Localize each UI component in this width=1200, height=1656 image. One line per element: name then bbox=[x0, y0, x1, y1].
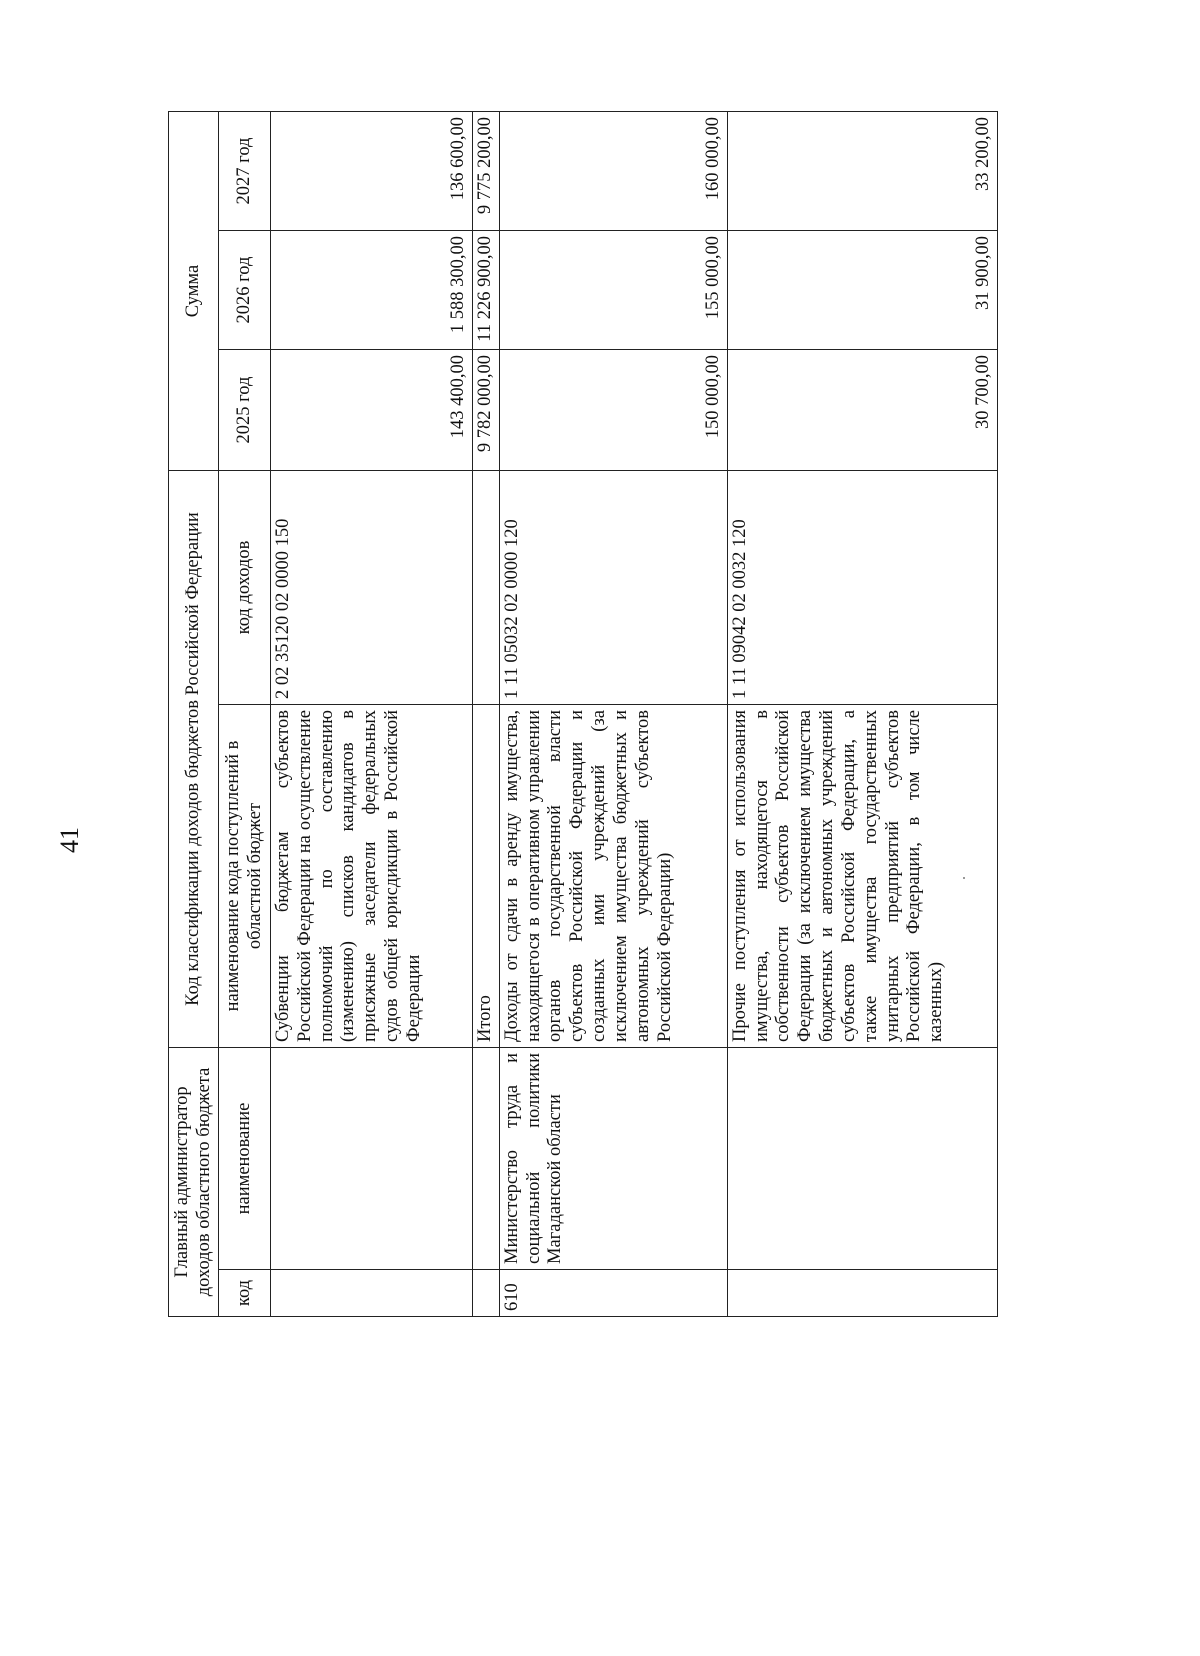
table-row bbox=[727, 111, 997, 1316]
income-name-cell: Доходы от сдачи в аренду имущества, находящегося в оперативном управлении органов государственной власти субъектов Российской Федерации и созданных ими учреждений (за исключением имущества бюджетных и автономных учреждений субъектов Российской Федерации) bbox=[499, 705, 727, 1048]
admin-code-cell bbox=[271, 1270, 473, 1317]
sum-2025-cell: 150 000,00 bbox=[499, 350, 727, 471]
sum-2026-cell: 31 900,00 bbox=[727, 231, 997, 350]
admin-code-cell bbox=[727, 1270, 997, 1317]
table-row bbox=[271, 111, 473, 1316]
admin-code-cell bbox=[473, 1270, 500, 1317]
total-2025: 9 782 000,00 bbox=[473, 350, 500, 471]
header-code: код bbox=[219, 1270, 271, 1317]
table-row-total bbox=[473, 111, 500, 1316]
rotated-table-container bbox=[168, 112, 1077, 1317]
income-code-cell: 1 11 05032 02 0000 120 bbox=[499, 471, 727, 705]
admin-code-cell: 610 bbox=[499, 1270, 727, 1317]
income-code-cell: 1 11 09042 02 0032 120 bbox=[727, 471, 997, 705]
income-name-cell: Субвенции бюджетам субъектов Российской Федерации на осуществление полномочий по составлению (изменению) списков кандидатов в присяжные заседатели федеральных судов общей юрисдикции в Российской Федерации bbox=[271, 705, 473, 1048]
sum-2026-cell: 1 588 300,00 bbox=[271, 231, 473, 350]
sum-2027-cell: 160 000,00 bbox=[499, 111, 727, 230]
sum-2025-cell: 30 700,00 bbox=[727, 350, 997, 471]
header-income-name: наименование кода поступлений в областной бюджет bbox=[219, 705, 271, 1048]
header-sum-group: Сумма bbox=[169, 111, 219, 470]
header-year-2026: 2026 год bbox=[219, 231, 271, 350]
sum-2026-cell: 155 000,00 bbox=[499, 231, 727, 350]
page-number: 41 bbox=[55, 827, 84, 853]
sum-2027-cell: 33 200,00 bbox=[727, 111, 997, 230]
admin-name-cell bbox=[271, 1048, 473, 1270]
income-code-cell: 2 02 35120 02 0000 150 bbox=[271, 471, 473, 705]
budget-income-table bbox=[168, 111, 998, 1317]
header-name: наименование bbox=[219, 1048, 271, 1270]
admin-name-cell bbox=[473, 1048, 500, 1270]
header-year-2025: 2025 год bbox=[219, 350, 271, 471]
sum-2027-cell: 136 600,00 bbox=[271, 111, 473, 230]
total-2026: 11 226 900,00 bbox=[473, 231, 500, 350]
header-classification-group: Код классификации доходов бюджетов Российской Федерации bbox=[169, 471, 219, 1048]
admin-name-cell: Министерство труда и социальной политики Магаданской области bbox=[499, 1048, 727, 1270]
admin-name-cell bbox=[727, 1048, 997, 1270]
income-name-cell: Прочие поступления от использования имущества, находящегося в собственности субъектов Российской Федерации (за исключением имущества бюджетных и автономных учреждений субъектов Российской Федерации, а также имущества государственных унитарных предприятий субъектов Российской Федерации, в том числе казенных) bbox=[727, 705, 997, 1048]
total-label: Итого bbox=[473, 705, 500, 1048]
header-year-2027: 2027 год bbox=[219, 111, 271, 230]
total-2027: 9 775 200,00 bbox=[473, 111, 500, 230]
scan-speck bbox=[963, 877, 965, 879]
sum-2025-cell: 143 400,00 bbox=[271, 350, 473, 471]
table-row bbox=[499, 111, 727, 1316]
header-admin-group: Главный администратор доходов областного бюджета bbox=[169, 1048, 219, 1317]
header-income-code: код доходов bbox=[219, 471, 271, 705]
income-code-cell bbox=[473, 471, 500, 705]
